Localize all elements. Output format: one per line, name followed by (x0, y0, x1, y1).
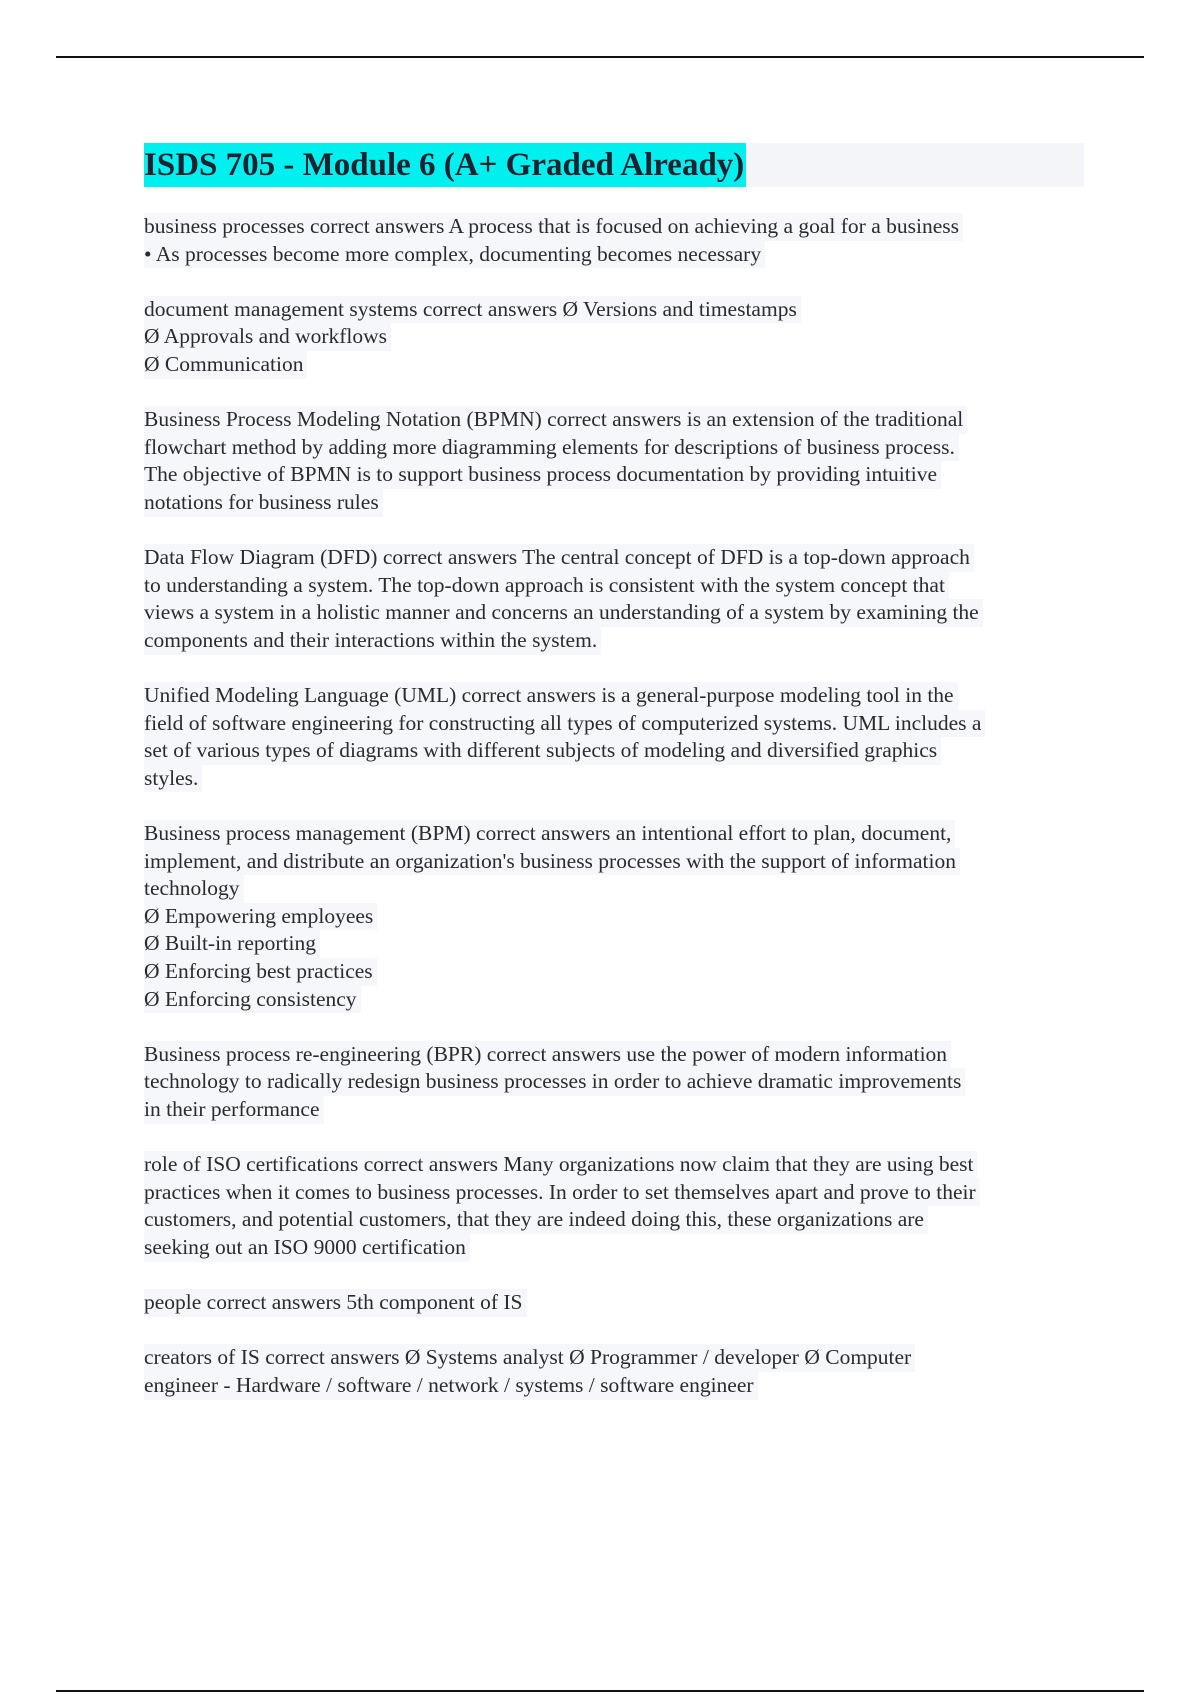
document-title: ISDS 705 - Module 6 (A+ Graded Already) (144, 143, 746, 187)
document-body (144, 143, 1084, 1427)
entry-line: business processes correct answers A process that is focused on achieving a goal for a business (144, 213, 963, 241)
entry-iso-certifications (144, 1151, 1084, 1261)
entry-bpm (144, 820, 1084, 1013)
entry-line: role of ISO certifications correct answers Many organizations now claim that they are using best (144, 1151, 977, 1179)
bottom-rule (56, 1690, 1144, 1692)
entry-line: implement, and distribute an organization's business processes with the support of information (144, 848, 960, 876)
entry-line: engineer - Hardware / software / network / systems / software engineer (144, 1372, 758, 1400)
entry-people (144, 1289, 1084, 1317)
entry-line: in their performance (144, 1096, 324, 1124)
entry-business-processes (144, 213, 1084, 268)
entry-line: The objective of BPMN is to support business process documentation by providing intuitive (144, 461, 941, 489)
entry-line: Business process re-engineering (BPR) correct answers use the power of modern information (144, 1041, 951, 1069)
entry-line: Business process management (BPM) correct answers an intentional effort to plan, document, (144, 820, 955, 848)
entry-uml (144, 682, 1084, 792)
entry-line: Ø Approvals and workflows (144, 323, 391, 351)
entry-line: technology to radically redesign business processes in order to achieve dramatic improvements (144, 1068, 965, 1096)
entry-line: Ø Empowering employees (144, 903, 377, 931)
entry-dfd (144, 544, 1084, 654)
entry-document-management-systems (144, 296, 1084, 379)
entry-line: set of various types of diagrams with different subjects of modeling and diversified graphics (144, 737, 941, 765)
entry-bpr (144, 1041, 1084, 1124)
entry-line: customers, and potential customers, that they are indeed doing this, these organizations are (144, 1206, 928, 1234)
entry-line: people correct answers 5th component of IS (144, 1289, 527, 1317)
entry-line: Business Process Modeling Notation (BPMN) correct answers is an extension of the traditional (144, 406, 967, 434)
entry-line: Unified Modeling Language (UML) correct answers is a general-purpose modeling tool in the (144, 682, 958, 710)
entry-bpmn (144, 406, 1084, 516)
entry-line: document management systems correct answers Ø Versions and timestamps (144, 296, 801, 324)
entry-line: Ø Enforcing consistency (144, 986, 361, 1014)
entry-line: Data Flow Diagram (DFD) correct answers The central concept of DFD is a top-down approach (144, 544, 974, 572)
entry-line: to understanding a system. The top-down approach is consistent with the system concept that (144, 572, 949, 600)
entry-line: practices when it comes to business processes. In order to set themselves apart and prove to their (144, 1179, 980, 1207)
top-rule (56, 56, 1144, 58)
entry-line: seeking out an ISO 9000 certification (144, 1234, 470, 1262)
entry-line: field of software engineering for constructing all types of computerized systems. UML includes a (144, 710, 985, 738)
entry-line: notations for business rules (144, 489, 383, 517)
entry-line: creators of IS correct answers Ø Systems analyst Ø Programmer / developer Ø Computer (144, 1344, 915, 1372)
entry-line: views a system in a holistic manner and concerns an understanding of a system by examining the (144, 599, 983, 627)
entry-line: flowchart method by adding more diagramming elements for descriptions of business process. (144, 434, 959, 462)
entry-creators-of-is (144, 1344, 1084, 1399)
title-block (144, 143, 1084, 187)
entry-line: Ø Built-in reporting (144, 930, 320, 958)
entry-line: Ø Enforcing best practices (144, 958, 377, 986)
entry-line: styles. (144, 765, 202, 793)
entry-line: components and their interactions within the system. (144, 627, 601, 655)
entry-line: technology (144, 875, 244, 903)
entry-line: Ø Communication (144, 351, 307, 379)
entry-line: • As processes become more complex, documenting becomes necessary (144, 241, 765, 269)
